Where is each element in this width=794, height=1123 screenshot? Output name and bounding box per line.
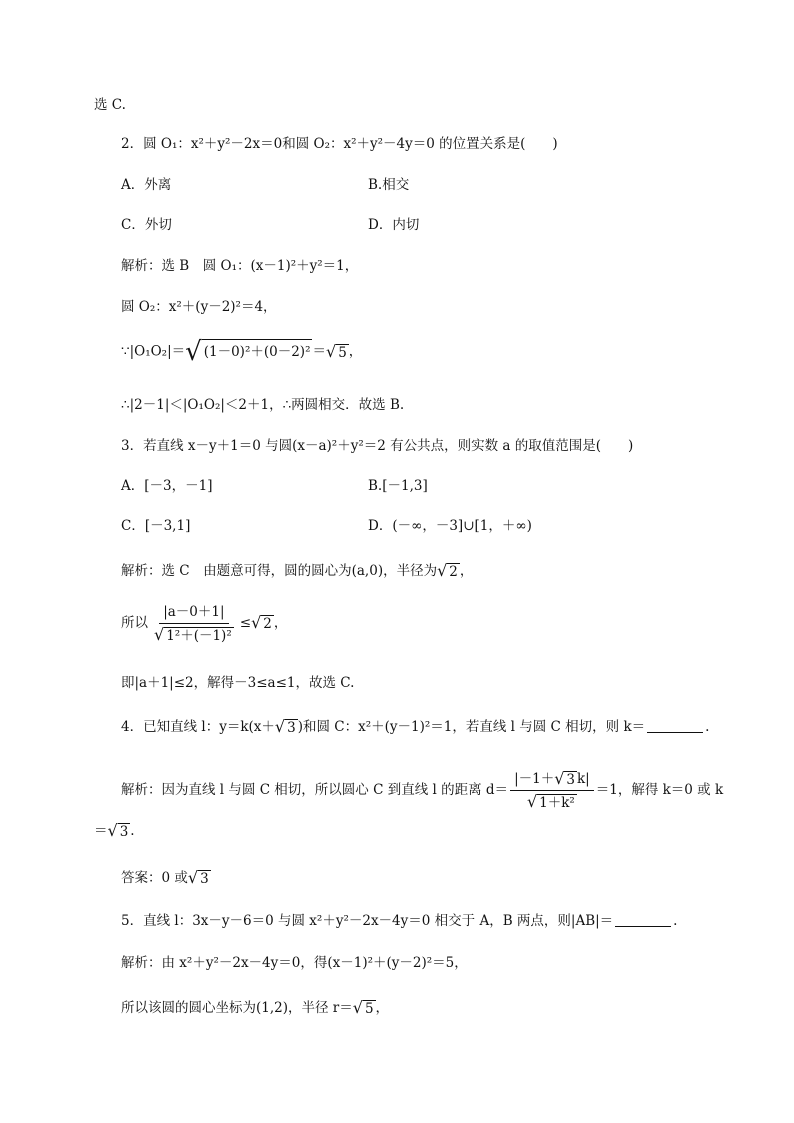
solution-line: 解析：选 B 圆 O₁：(x－1)²＋y²＝1， bbox=[121, 258, 359, 274]
sqrt-expression: √ 5 bbox=[352, 998, 374, 1017]
question-3-stem: 3．若直线 x－y＋1＝0 与圆(x－a)²＋y²＝2 有公共点，则实数 a 的取值范围是( ) bbox=[121, 438, 634, 454]
solution-line: 解析：因为直线 l 与圆 C 相切，所以圆心 C 到直线 l 的距离 d＝ |－1＋ √ 3 k| √ 1＋k² ＝1，解得 k＝0 或 k bbox=[121, 769, 724, 811]
option-c: C．[－3,1] bbox=[121, 518, 191, 534]
solution-line: 所以 |a－0＋1| √ 1²＋(－1)² ≤ √ 2 ， bbox=[121, 604, 288, 644]
solution-line: ∴|2－1|＜|O₁O₂|＜2＋1，∴两圆相交．故选 B. bbox=[121, 397, 405, 413]
question-4-stem: 4．已知直线 l：y＝k(x＋ √ 3 )和圆 C：x²＋(y－1)²＝1，若直线 l 与圆 C 相切，则 k＝ . bbox=[121, 717, 710, 736]
sqrt-expression: √ 3 bbox=[107, 821, 129, 840]
answer-blank[interactable] bbox=[615, 914, 671, 927]
fraction: |－1＋ √ 3 k| √ 1＋k² bbox=[510, 770, 594, 811]
solution-line: 即|a＋1|≤2，解得－3≤a≤1，故选 C. bbox=[121, 675, 355, 691]
answer-blank[interactable] bbox=[647, 720, 703, 733]
solution-line: 圆 O₂：x²＋(y－2)²＝4， bbox=[121, 299, 277, 315]
question-2-stem: 2．圆 O₁：x²＋y²－2x＝0和圆 O₂：x²＋y²－4y＝0 的位置关系是( ) bbox=[121, 136, 558, 152]
sqrt-expression: √ 2 bbox=[251, 613, 272, 632]
fraction: |a－0＋1| √ 1²＋(－1)² bbox=[154, 604, 232, 644]
option-d: D．(－∞，－3]∪[1，＋∞) bbox=[368, 518, 532, 534]
sqrt-expression: √ (1－0)²＋(0－2)² bbox=[185, 337, 311, 367]
option-a: A．外离 bbox=[121, 177, 172, 193]
option-d: D．内切 bbox=[368, 217, 420, 233]
question-5-stem: 5．直线 l：3x－y－6＝0 与圆 x²＋y²－2x－4y＝0 相交于 A，B 两点，则|AB|＝ . bbox=[121, 913, 678, 929]
option-b: B.相交 bbox=[368, 177, 410, 193]
sqrt-expression: √ 3 bbox=[187, 868, 209, 887]
solution-line: ∵|O₁O₂|＝ √ (1－0)²＋(0－2)² ＝ √ 5 ， bbox=[121, 337, 363, 367]
sqrt-expression: √ 5 bbox=[325, 341, 347, 361]
sqrt-expression: √ 2 bbox=[437, 561, 458, 580]
option-c: C．外切 bbox=[121, 217, 172, 233]
text-line: 选 C. bbox=[94, 97, 126, 113]
solution-line: ＝ √ 3 . bbox=[94, 821, 135, 840]
sqrt-expression: √ 3 bbox=[274, 717, 296, 736]
option-a: A．[－3，－1] bbox=[121, 478, 213, 494]
answer-line: 答案：0 或 √ 3 bbox=[121, 868, 209, 887]
solution-line: 解析：选 C 由题意可得，圆的圆心为(a,0)，半径为 √ 2 ， bbox=[121, 561, 474, 580]
option-b: B.[－1,3] bbox=[368, 478, 428, 494]
solution-line: 解析：由 x²＋y²－2x－4y＝0，得(x－1)²＋(y－2)²＝5， bbox=[121, 955, 468, 971]
solution-line: 所以该圆的圆心坐标为(1,2)，半径 r＝ √ 5 ， bbox=[121, 998, 390, 1017]
